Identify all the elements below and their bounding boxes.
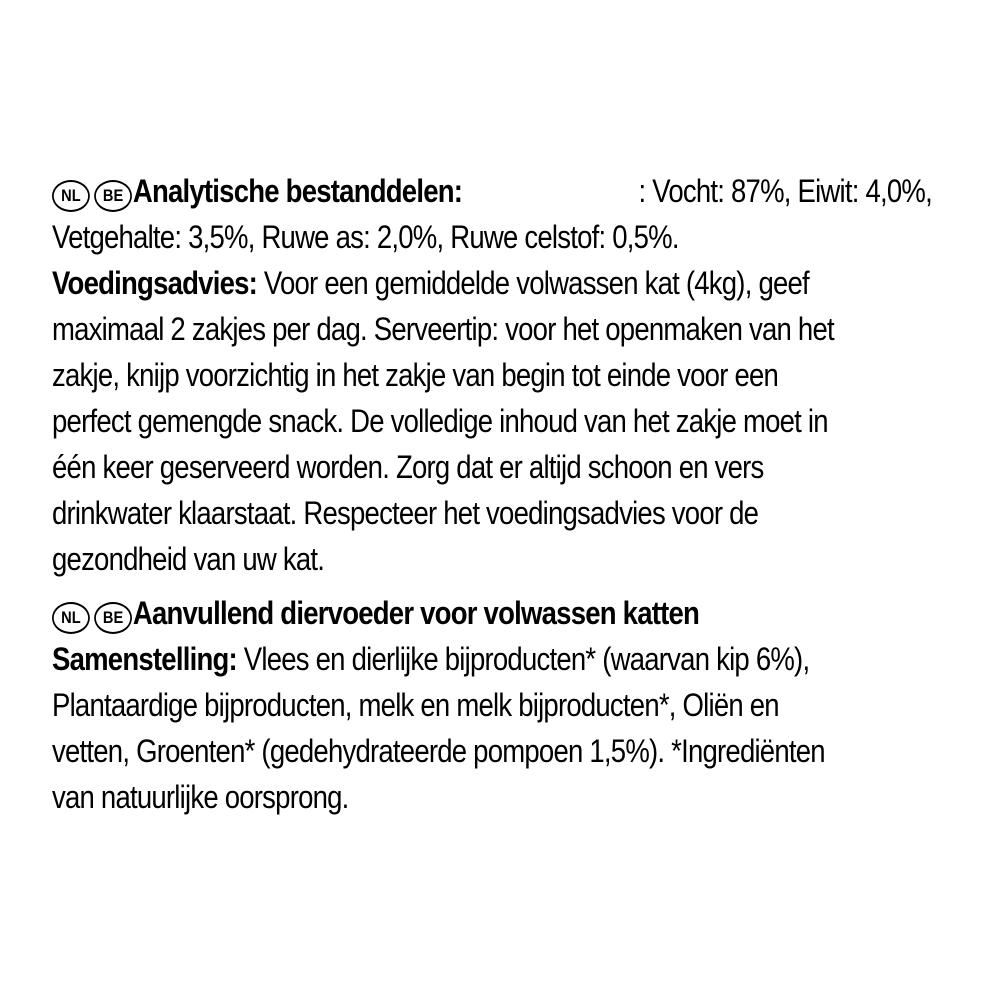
composition-block xyxy=(52,590,932,820)
analytical-heading: Analytische bestanddelen: xyxy=(132,173,463,209)
text-line: vetten, Groenten* (gedehydrateerde pompoen 1,5%). *Ingrediënten xyxy=(52,733,825,769)
nl-badge-icon: NL xyxy=(52,180,90,212)
text-line: perfect gemengde snack. De volledige inhoud van het zakje moet in xyxy=(52,403,828,439)
text-line: Vetgehalte: 3,5%, Ruwe as: 2,0%, Ruwe celstof: 0,5%. xyxy=(52,219,679,255)
text-line: één keer geserveerd worden. Zorg dat er altijd schoon en vers xyxy=(52,449,764,485)
country-badges xyxy=(52,171,129,217)
heading-group xyxy=(52,168,462,214)
be-badge-icon: BE xyxy=(94,602,132,634)
text-line xyxy=(52,168,932,214)
composition-label: Samenstelling: xyxy=(52,641,237,677)
composition-text: Vlees en dierlijke bijproducten* (waarvan kip 6%), xyxy=(243,641,810,677)
be-badge-icon: BE xyxy=(94,180,132,212)
nl-badge-icon: NL xyxy=(52,602,90,634)
text-line xyxy=(52,590,809,636)
feeding-advice-text: Voor een gemiddelde volwassen kat (4kg), geef xyxy=(263,265,809,301)
product-type-heading: Aanvullend diervoeder voor volwassen katten xyxy=(132,595,700,631)
text-line: Plantaardige bijproducten, melk en melk bijproducten*, Oliën en xyxy=(52,687,779,723)
feeding-advice-label: Voedingsadvies: xyxy=(52,265,258,301)
country-badges xyxy=(52,593,129,639)
text-line xyxy=(52,636,809,682)
text-line xyxy=(52,260,809,306)
text-line: van natuurlijke oorsprong. xyxy=(52,779,349,815)
analytical-values: : Vocht: 87%, Eiwit: 4,0%, xyxy=(638,173,932,209)
text-line: zakje, knijp voorzichtig in het zakje van begin tot einde voor een xyxy=(52,357,779,393)
analytical-constituents-block xyxy=(52,168,932,582)
text-line: drinkwater klaarstaat. Respecteer het voedingsadvies voor de xyxy=(52,495,759,531)
text-line: maximaal 2 zakjes per dag. Serveertip: voor het openmaken van het xyxy=(52,311,834,347)
text-line: gezondheid van uw kat. xyxy=(52,541,325,577)
